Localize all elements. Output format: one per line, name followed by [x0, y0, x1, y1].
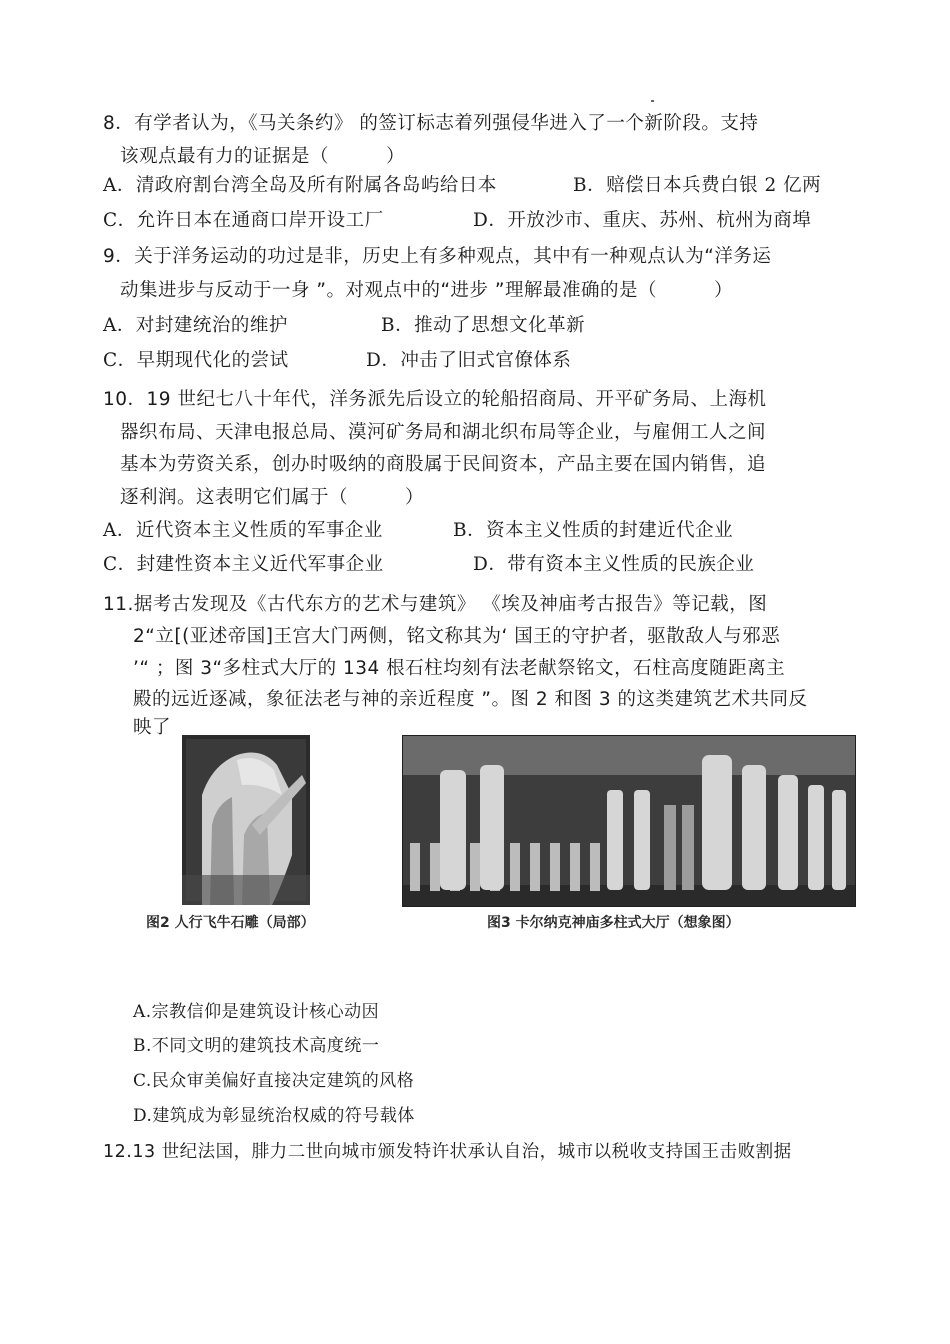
q10-stem-line-1: 10．19 世纪七八十年代，洋务派先后设立的轮船招商局、开平矿务局、上海机: [103, 389, 767, 410]
q9-option-c: C．早期现代化的尝试: [103, 350, 289, 371]
q10-stem-line-3: 基本为劳资关系，创办时吸纳的商股属于民间资本，产品主要在国内销售，追: [120, 454, 767, 475]
q10-option-a: A．近代资本主义性质的军事企业: [103, 520, 383, 541]
q11-stem-line-4: 殿的远近逐减，象征法老与神的亲近程度 ”。图 2 和图 3 的这类建筑艺术共同反: [133, 689, 808, 710]
q10-stem-line-2: 器织布局、天津电报总局、漠河矿务局和湖北织布局等企业，与雇佣工人之间: [120, 422, 767, 443]
q8-option-c: C．允许日本在通商口岸开设工厂: [103, 210, 384, 231]
q10-option-c: C．封建性资本主义近代军事企业: [103, 554, 384, 575]
q11-option-b: B.不同文明的建筑技术高度统一: [133, 1036, 380, 1056]
q9-option-b: B．推动了思想文化革新: [381, 315, 586, 336]
q12-stem-line-1: 12.13 世纪法国，腓力二世向城市颁发特许状承认自治，城市以税收支持国王击败割据: [103, 1142, 792, 1162]
q8-option-b: B．赔偿日本兵费白银 2 亿两: [573, 175, 822, 196]
q9-option-d: D．冲击了旧式官僚体系: [366, 350, 572, 371]
hypostyle-hall-image: [402, 735, 856, 907]
q9-stem-line-2: 动集进步与反动于一身 ”。对观点中的“进步 ”理解最准确的是（ ）: [120, 280, 734, 301]
q11-option-d: D.建筑成为彰显统治权威的符号载体: [133, 1106, 415, 1126]
q10-option-d: D．带有资本主义性质的民族企业: [473, 554, 755, 575]
q11-option-c: C.民众审美偏好直接决定建筑的风格: [133, 1071, 415, 1091]
q10-stem-line-4: 逐利润。这表明它们属于（ ）: [120, 487, 425, 508]
q8-stem-line-1: 8．有学者认为，《马关条约》 的签订标志着列强侵华进入了一个新阶段。支持: [103, 113, 759, 134]
figure-3-caption: 图3 卡尔纳克神庙多柱式大厅（想象图）: [487, 915, 740, 931]
q11-stem-line-2: 2“立[(亚述帝国]王宫大门两侧，铭文称其为‘ 国王的守护者，驱散敌人与邪恶: [133, 626, 781, 647]
q9-stem-line-1: 9．关于洋务运动的功过是非，历史上有多种观点，其中有一种观点认为“洋务运: [103, 246, 772, 267]
q11-stem-line-1: 11.据考古发现及《古代东方的艺术与建筑》 《埃及神庙考古报告》等记载，图: [103, 594, 768, 615]
q10-option-b: B．资本主义性质的封建近代企业: [453, 520, 734, 541]
scan-speck: [651, 100, 654, 102]
winged-bull-sculpture-image: [182, 735, 310, 905]
q9-option-a: A．对封建统治的维护: [103, 315, 288, 336]
q11-option-a: A.宗教信仰是建筑设计核心动因: [133, 1002, 380, 1022]
q8-option-d: D．开放沙市、重庆、苏州、杭州为商埠: [473, 210, 812, 231]
q11-stem-line-3: ’“ ；图 3“多柱式大厅的 134 根石柱均刻有法老献祭铭文，石柱高度随距离主: [133, 658, 786, 679]
q8-option-a: A．清政府割台湾全岛及所有附属各岛屿给日本: [103, 175, 497, 196]
q11-stem-line-5: 映了: [133, 717, 172, 738]
q8-stem-line-2: 该观点最有力的证据是（ ）: [120, 146, 406, 167]
figure-2-caption: 图2 人行飞牛石雕（局部）: [146, 915, 315, 931]
